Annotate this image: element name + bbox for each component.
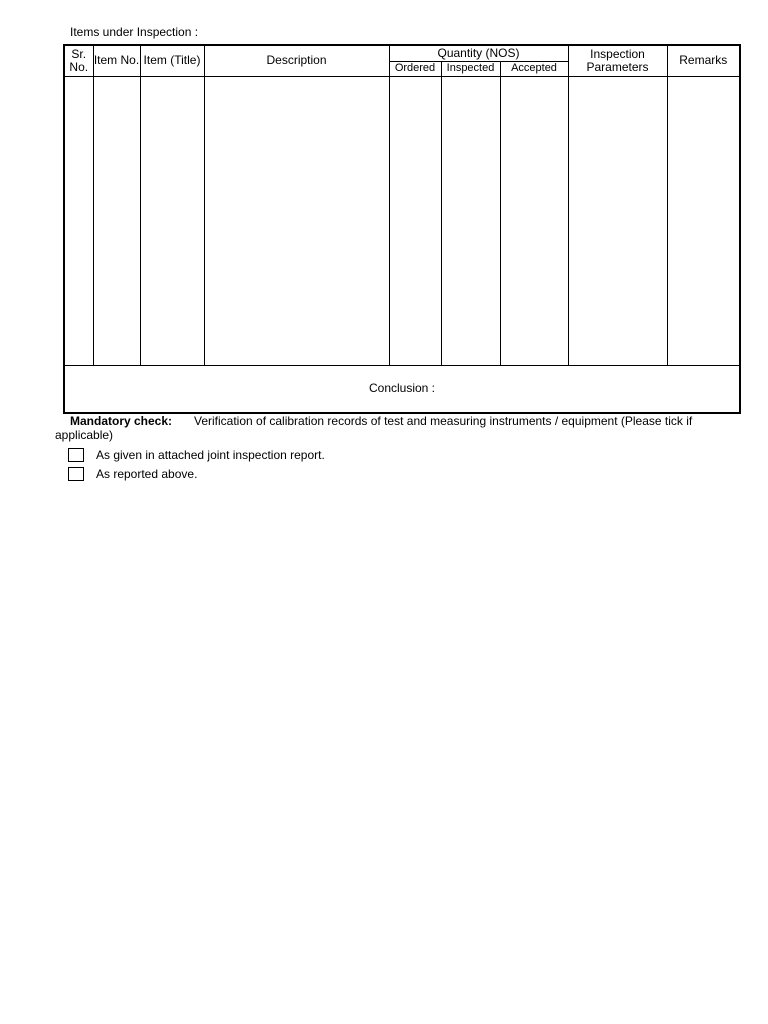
conclusion-row[interactable] bbox=[64, 365, 740, 413]
cell-item-title[interactable] bbox=[140, 76, 204, 365]
option-joint-report[interactable] bbox=[68, 447, 325, 463]
option-reported-above[interactable] bbox=[68, 466, 197, 482]
col-header-quantity: Quantity (NOS) bbox=[389, 45, 568, 61]
col-header-description: Description bbox=[204, 45, 389, 76]
option-reported-above-label: As reported above. bbox=[96, 467, 198, 481]
col-header-sr-no: Sr. No. bbox=[64, 45, 93, 76]
cell-sr-no[interactable] bbox=[64, 76, 93, 365]
table-header-row bbox=[64, 45, 740, 61]
table-row bbox=[64, 76, 740, 365]
cell-inspected[interactable] bbox=[441, 76, 500, 365]
cell-description[interactable] bbox=[204, 76, 389, 365]
mandatory-label: Mandatory check: bbox=[70, 414, 173, 428]
conclusion-label: Conclusion : bbox=[368, 381, 436, 395]
col-header-ordered: Ordered bbox=[389, 61, 441, 76]
cell-inspection-parameters[interactable] bbox=[568, 76, 667, 365]
col-header-inspection-parameters: Inspection Parameters bbox=[568, 45, 667, 76]
section-title: Items under Inspection : bbox=[70, 25, 199, 39]
col-header-item-no: Item No. bbox=[93, 45, 140, 76]
cell-item-no[interactable] bbox=[93, 76, 140, 365]
inspection-items-table bbox=[63, 44, 741, 414]
col-header-accepted: Accepted bbox=[500, 61, 568, 76]
option-joint-report-label: As given in attached joint inspection report. bbox=[96, 448, 325, 462]
cell-remarks[interactable] bbox=[667, 76, 740, 365]
cell-ordered[interactable] bbox=[389, 76, 441, 365]
checkbox-joint-report[interactable] bbox=[68, 448, 84, 462]
checkbox-reported-above[interactable] bbox=[68, 467, 84, 481]
col-header-item-title: Item (Title) bbox=[140, 45, 204, 76]
mandatory-text: Verification of calibration records of test and measuring instruments / equipment (Please tick if applicable) bbox=[55, 414, 693, 442]
cell-accepted[interactable] bbox=[500, 76, 568, 365]
conclusion-field[interactable] bbox=[64, 365, 740, 413]
col-header-inspected: Inspected bbox=[441, 61, 500, 76]
mandatory-check bbox=[55, 414, 735, 442]
col-header-remarks: Remarks bbox=[667, 45, 740, 76]
